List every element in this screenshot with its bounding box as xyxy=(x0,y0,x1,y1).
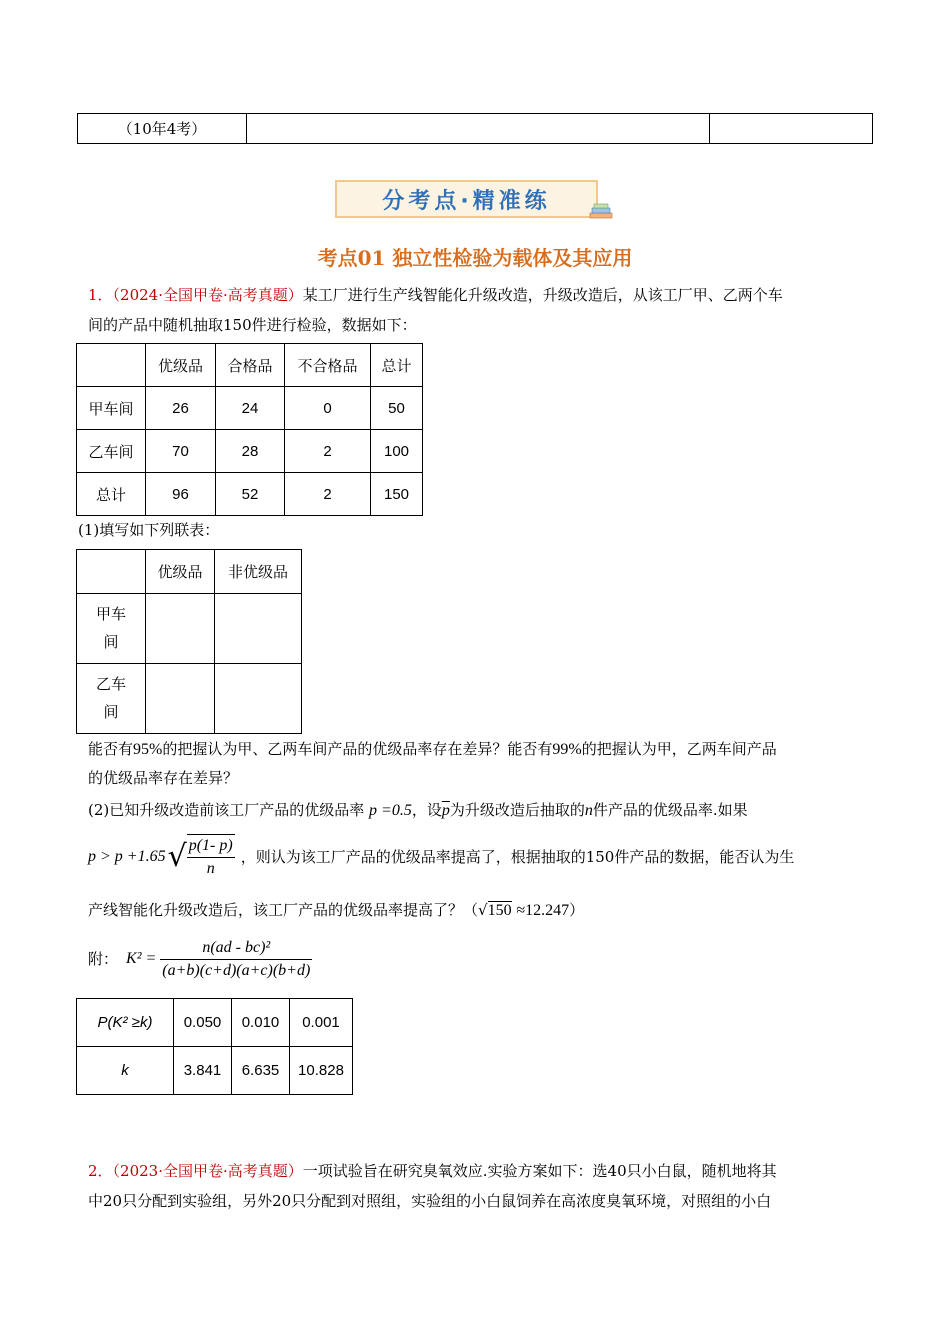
q1-number: 1． xyxy=(88,286,113,304)
table-cell: 70 xyxy=(146,430,216,473)
table-cell: 6.635 xyxy=(232,1047,290,1095)
table-header-cell: 非优级品 xyxy=(215,550,302,594)
critical-value-table xyxy=(76,998,353,1095)
q1-line2: 间的产品中随机抽取150件进行检验，数据如下： xyxy=(88,316,417,334)
table-row xyxy=(77,430,423,473)
table-row xyxy=(77,594,302,664)
q2-line1 xyxy=(88,1160,777,1182)
table-header-cell: 总计 xyxy=(371,344,423,387)
q1-text: 某工厂进行生产线智能化升级改造，升级改造后，从该工厂甲、乙两个车 xyxy=(302,286,783,304)
question-line: 能否有95%的把握认为甲、乙两车间产品的优级品率存在差异？能否有99%的把握认为甲，乙两车间产品 xyxy=(88,740,777,758)
q1-source: （2024·全国甲卷·高考真题） xyxy=(112,286,303,304)
data-table xyxy=(76,343,423,516)
table-header-cell: 不合格品 xyxy=(285,344,371,387)
top-table-cell xyxy=(710,114,873,144)
table-cell: 甲车间 xyxy=(77,594,146,664)
table-cell: 2 xyxy=(285,430,371,473)
contingency-table xyxy=(76,549,302,734)
top-table-cell: （10年4考） xyxy=(78,114,247,144)
table-cell xyxy=(215,594,302,664)
q2-number: 2． xyxy=(88,1162,113,1180)
table-cell: 甲车间 xyxy=(77,387,146,430)
table-cell: 3.841 xyxy=(174,1047,232,1095)
table-cell: 24 xyxy=(216,387,285,430)
table-cell: 0.010 xyxy=(232,999,290,1047)
table-cell xyxy=(146,664,215,734)
table-header-cell xyxy=(77,344,146,387)
table-row xyxy=(77,664,302,734)
table-cell: 26 xyxy=(146,387,216,430)
table-cell: 100 xyxy=(371,430,423,473)
table-header-cell: 优级品 xyxy=(146,550,215,594)
formula-line: 附： K² = $\frac{\text{n(ad - bc)²}}{(a+b)(c+d)(a+c)(b+d)}$ xyxy=(88,934,312,984)
table-cell xyxy=(215,664,302,734)
table-cell: 乙车间 xyxy=(77,430,146,473)
q1-line1 xyxy=(88,284,783,306)
table-cell: 52 xyxy=(216,473,285,516)
table-header-cell xyxy=(77,550,146,594)
table-cell: 0 xyxy=(285,387,371,430)
table-cell: 乙车间 xyxy=(77,664,146,734)
question-line: 的优级品率存在差异？ xyxy=(88,769,239,787)
table-cell: 2 xyxy=(285,473,371,516)
table-row xyxy=(77,1047,353,1095)
top-table xyxy=(77,113,873,144)
q2-source: （2023·全国甲卷·高考真题） xyxy=(112,1162,303,1180)
section-heading: 考点01 独立性检验为载体及其应用 xyxy=(317,246,633,270)
part1-label: (1)填写如下列联表： xyxy=(78,521,220,539)
top-table-cell xyxy=(247,114,710,144)
table-header-cell: k xyxy=(77,1047,174,1095)
table-cell: 50 xyxy=(371,387,423,430)
table-row xyxy=(77,473,423,516)
table-cell: 0.050 xyxy=(174,999,232,1047)
books-icon xyxy=(588,203,614,221)
q2-line2: 中20只分配到实验组，另外20只分配到对照组，实验组的小白鼠饲养在高浓度臭氧环境，对照组的小白 xyxy=(88,1192,772,1210)
table-row xyxy=(77,387,423,430)
section-banner xyxy=(335,180,598,218)
table-cell xyxy=(146,594,215,664)
table-cell: 总计 xyxy=(77,473,146,516)
table-header-cell: P(K² ≥k) xyxy=(77,999,174,1047)
q2-text: 一项试验旨在研究臭氧效应.实验方案如下：选40只小白鼠，随机地将其 xyxy=(302,1162,777,1180)
table-cell: 28 xyxy=(216,430,285,473)
table-cell: 10.828 xyxy=(290,1047,353,1095)
inequality-line: p > p +1.65 √ $\frac{p(1- p)}{n}$ ，则认为该工厂产品的优级品率提高了，根据抽取的150件产品的数据，能否认为生 xyxy=(88,835,794,879)
table-cell: 96 xyxy=(146,473,216,516)
banner-label: 分考点·精准练 xyxy=(382,188,551,214)
table-cell: 150 xyxy=(371,473,423,516)
part2-line: (2)已知升级改造前该工厂产品的优级品率 p =0.5，设$\overline{p}$为升级改造后抽取的n件产品的优级品率.如果 xyxy=(88,801,748,819)
table-cell: 0.001 xyxy=(290,999,353,1047)
table-header-cell: 优级品 xyxy=(146,344,216,387)
table-header-cell: 合格品 xyxy=(216,344,285,387)
part2-last-line: 产线智能化升级改造后，该工厂产品的优级品率提高了？（√150 ≈12.247） xyxy=(88,901,585,919)
